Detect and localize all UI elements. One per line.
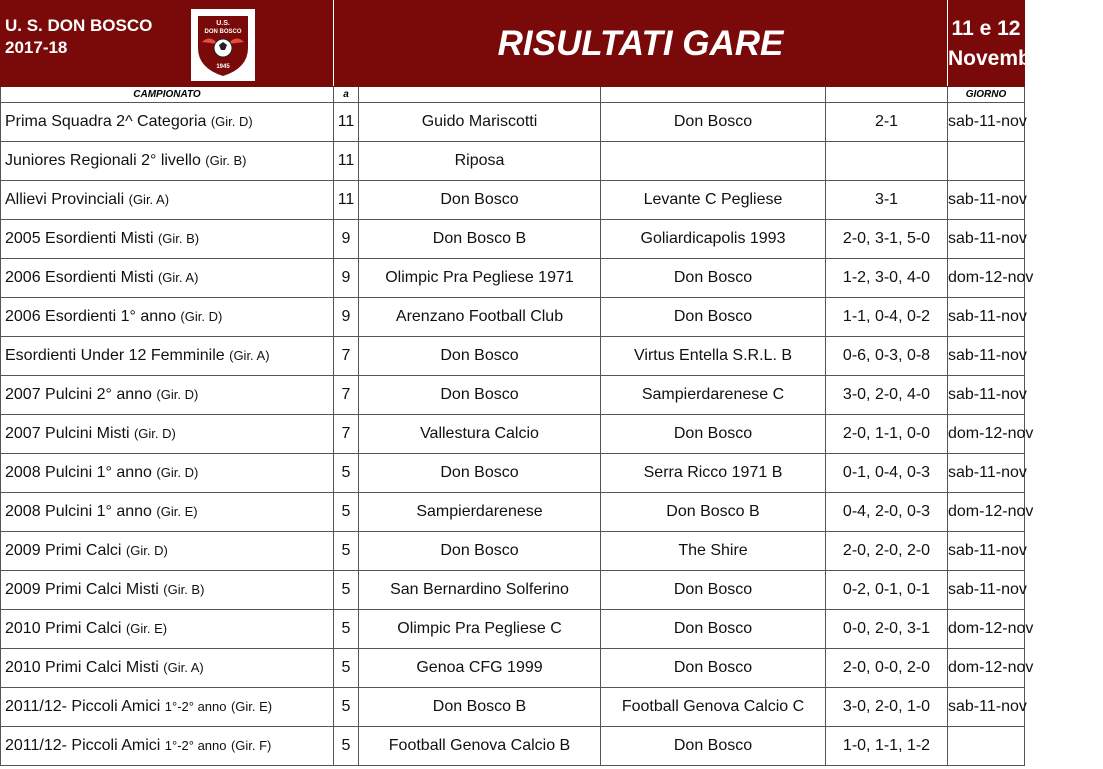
campionato-name: Prima Squadra 2^ Categoria xyxy=(5,113,207,130)
campionato-name: Esordienti Under 12 Femminile xyxy=(5,347,225,364)
giornata-cell: 7 xyxy=(334,337,359,376)
home-team-cell: Don Bosco xyxy=(359,454,601,493)
campionato-name: 2009 Primi Calci Misti xyxy=(5,581,159,598)
home-team-cell: Arenzano Football Club xyxy=(359,298,601,337)
giornata-cell: 5 xyxy=(334,532,359,571)
day-cell: sab-11-nov xyxy=(948,337,1025,376)
day-cell: sab-11-nov xyxy=(948,688,1025,727)
girone: (Gir. A) xyxy=(229,348,270,363)
home-team-cell: Don Bosco B xyxy=(359,688,601,727)
campionato-cell xyxy=(1,259,334,298)
campionato-name: 2006 Esordienti 1° anno xyxy=(5,308,176,325)
home-team-cell: Riposa xyxy=(359,142,601,181)
campionato-name: 2011/12- Piccoli Amici xyxy=(5,737,161,754)
header-row xyxy=(1,1,1025,87)
campionato-name: Juniores Regionali 2° livello xyxy=(5,152,201,169)
score-cell: 0-0, 2-0, 3-1 xyxy=(826,610,948,649)
results-body xyxy=(1,103,1034,766)
campionato-cell xyxy=(1,493,334,532)
girone: (Gir. F) xyxy=(230,738,272,753)
giornata-cell: 11 xyxy=(334,181,359,220)
col-casa xyxy=(359,87,601,103)
col-giorno: GIORNO xyxy=(948,87,1025,103)
giornata-cell: 5 xyxy=(334,688,359,727)
score-cell: 0-2, 0-1, 0-1 xyxy=(826,571,948,610)
away-team-cell: Don Bosco xyxy=(601,571,826,610)
away-team-cell: Don Bosco xyxy=(601,727,826,766)
day-cell: dom-12-nov xyxy=(948,259,1025,298)
away-team-cell: Don Bosco xyxy=(601,610,826,649)
campionato-cell xyxy=(1,181,334,220)
away-team-cell: Serra Ricco 1971 B xyxy=(601,454,826,493)
score-cell: 2-0, 1-1, 0-0 xyxy=(826,415,948,454)
day-cell: dom-12-nov xyxy=(948,493,1025,532)
score-cell: 1-0, 1-1, 1-2 xyxy=(826,727,948,766)
score-cell: 1-2, 3-0, 4-0 xyxy=(826,259,948,298)
campionato-name: 2009 Primi Calci xyxy=(5,542,122,559)
date-month: Novembre 2017 xyxy=(948,46,1103,70)
campionato-name: Allievi Provinciali xyxy=(5,191,125,208)
club-name: U. S. DON BOSCO xyxy=(5,16,153,35)
campionato-name: 2008 Pulcini 1° anno xyxy=(5,464,152,481)
girone: (Gir. B) xyxy=(157,231,200,246)
giornata-cell: 5 xyxy=(334,610,359,649)
away-team-cell: Don Bosco xyxy=(601,259,826,298)
table-row xyxy=(1,454,1025,493)
home-team-cell: Football Genova Calcio B xyxy=(359,727,601,766)
col-risultato xyxy=(826,87,948,103)
away-team-cell: Levante C Pegliese xyxy=(601,181,826,220)
home-team-cell: Olimpic Pra Pegliese 1971 xyxy=(359,259,601,298)
score-cell: 1-1, 0-4, 0-2 xyxy=(826,298,948,337)
club-logo xyxy=(191,9,255,81)
score-cell xyxy=(826,142,948,181)
day-cell: dom-12-nov xyxy=(948,649,1025,688)
home-team-cell: Don Bosco B xyxy=(359,220,601,259)
page-title: RISULTATI GARE xyxy=(334,1,948,87)
giornata-cell: 11 xyxy=(334,103,359,142)
table-row xyxy=(1,181,1025,220)
girone: (Gir. E) xyxy=(156,504,198,519)
home-team-cell: Genoa CFG 1999 xyxy=(359,649,601,688)
col-giornata: a xyxy=(334,87,359,103)
girone: (Gir. B) xyxy=(205,153,247,168)
away-team-cell: The Shire xyxy=(601,532,826,571)
logo-top-text: U.S. xyxy=(216,20,230,27)
home-team-cell: Sampierdarenese xyxy=(359,493,601,532)
away-team-cell: Don Bosco xyxy=(601,298,826,337)
campionato-cell xyxy=(1,142,334,181)
column-header-row xyxy=(1,87,1025,103)
campionato-cell xyxy=(1,532,334,571)
campionato-name: 2011/12- Piccoli Amici xyxy=(5,698,161,715)
giornata-cell: 9 xyxy=(334,259,359,298)
campionato-cell xyxy=(1,688,334,727)
day-cell: sab-11-nov xyxy=(948,454,1025,493)
logo-mid-text: DON BOSCO xyxy=(204,29,242,35)
table-row xyxy=(1,727,1025,766)
girone: (Gir. A) xyxy=(128,192,170,207)
date-days: 11 e 12 xyxy=(951,16,1021,40)
away-team-cell: Don Bosco xyxy=(601,415,826,454)
score-cell: 2-0, 2-0, 2-0 xyxy=(826,532,948,571)
table-row xyxy=(1,415,1025,454)
campionato-sub: 1°-2° anno xyxy=(164,738,227,753)
campionato-name: 2005 Esordienti Misti xyxy=(5,230,154,247)
home-team-cell: San Bernardino Solferino xyxy=(359,571,601,610)
table-row xyxy=(1,688,1025,727)
giornata-cell: 5 xyxy=(334,571,359,610)
campionato-name: 2010 Primi Calci Misti xyxy=(5,659,159,676)
campionato-name: 2007 Pulcini 2° anno xyxy=(5,386,152,403)
score-cell: 3-0, 2-0, 1-0 xyxy=(826,688,948,727)
girone: (Gir. E) xyxy=(230,699,273,714)
home-team-cell: Guido Mariscotti xyxy=(359,103,601,142)
giornata-cell: 5 xyxy=(334,493,359,532)
home-team-cell: Don Bosco xyxy=(359,532,601,571)
home-team-cell: Don Bosco xyxy=(359,337,601,376)
score-cell: 3-1 xyxy=(826,181,948,220)
table-row xyxy=(1,298,1025,337)
club-shield-icon xyxy=(194,12,252,78)
campionato-name: 2006 Esordienti Misti xyxy=(5,269,154,286)
day-cell xyxy=(948,142,1025,181)
table-row xyxy=(1,571,1025,610)
girone: (Gir. D) xyxy=(156,387,199,402)
day-cell: sab-11-nov xyxy=(948,571,1025,610)
day-cell: sab-11-nov xyxy=(948,181,1025,220)
girone: (Gir. A) xyxy=(163,660,204,675)
campionato-name: 2010 Primi Calci xyxy=(5,620,122,637)
giornata-cell: 5 xyxy=(334,454,359,493)
table-row xyxy=(1,337,1025,376)
day-cell: sab-11-nov xyxy=(948,532,1025,571)
club-info xyxy=(1,1,334,87)
away-team-cell: Football Genova Calcio C xyxy=(601,688,826,727)
giornata-cell: 5 xyxy=(334,649,359,688)
table-row xyxy=(1,649,1025,688)
campionato-cell xyxy=(1,571,334,610)
day-cell: sab-11-nov xyxy=(948,220,1025,259)
campionato-cell xyxy=(1,454,334,493)
away-team-cell: Don Bosco B xyxy=(601,493,826,532)
table-row xyxy=(1,610,1025,649)
girone: (Gir. D) xyxy=(125,543,168,558)
table-row xyxy=(1,103,1025,142)
campionato-cell xyxy=(1,337,334,376)
table-row xyxy=(1,259,1025,298)
home-team-cell: Vallestura Calcio xyxy=(359,415,601,454)
day-cell: sab-11-nov xyxy=(948,298,1025,337)
home-team-cell: Olimpic Pra Pegliese C xyxy=(359,610,601,649)
away-team-cell: Don Bosco xyxy=(601,103,826,142)
away-team-cell: Goliardicapolis 1993 xyxy=(601,220,826,259)
campionato-cell xyxy=(1,376,334,415)
logo-year: 1945 xyxy=(216,64,230,70)
away-team-cell: Sampierdarenese C xyxy=(601,376,826,415)
score-cell: 3-0, 2-0, 4-0 xyxy=(826,376,948,415)
day-cell xyxy=(948,727,1025,766)
table-row xyxy=(1,532,1025,571)
day-cell: sab-11-nov xyxy=(948,376,1025,415)
score-cell: 2-1 xyxy=(826,103,948,142)
campionato-sub: 1°-2° anno xyxy=(164,699,227,714)
girone: (Gir. D) xyxy=(210,114,253,129)
col-ospite xyxy=(601,87,826,103)
campionato-cell xyxy=(1,415,334,454)
campionato-cell xyxy=(1,649,334,688)
score-cell: 0-4, 2-0, 0-3 xyxy=(826,493,948,532)
score-cell: 2-0, 0-0, 2-0 xyxy=(826,649,948,688)
score-cell: 2-0, 3-1, 5-0 xyxy=(826,220,948,259)
away-team-cell: Virtus Entella S.R.L. B xyxy=(601,337,826,376)
giornata-cell: 9 xyxy=(334,298,359,337)
campionato-name: 2007 Pulcini Misti xyxy=(5,425,130,442)
girone: (Gir. D) xyxy=(156,465,199,480)
home-team-cell: Don Bosco xyxy=(359,181,601,220)
girone: (Gir. B) xyxy=(163,582,205,597)
day-cell: sab-11-nov xyxy=(948,103,1025,142)
table-row xyxy=(1,376,1025,415)
col-campionato: CAMPIONATO xyxy=(1,87,334,103)
giornata-cell: 7 xyxy=(334,376,359,415)
girone: (Gir. E) xyxy=(125,621,168,636)
girone: (Gir. A) xyxy=(157,270,199,285)
campionato-cell xyxy=(1,220,334,259)
home-team-cell: Don Bosco xyxy=(359,376,601,415)
girone: (Gir. D) xyxy=(180,309,223,324)
day-cell: dom-12-nov xyxy=(948,610,1025,649)
score-cell: 0-6, 0-3, 0-8 xyxy=(826,337,948,376)
campionato-cell xyxy=(1,298,334,337)
away-team-cell xyxy=(601,142,826,181)
campionato-cell xyxy=(1,103,334,142)
girone: (Gir. D) xyxy=(133,426,176,441)
match-dates xyxy=(948,1,1103,87)
table-row xyxy=(1,493,1025,532)
campionato-cell xyxy=(1,610,334,649)
table-row xyxy=(1,220,1025,259)
away-team-cell: Don Bosco xyxy=(601,649,826,688)
campionato-cell xyxy=(1,727,334,766)
day-cell: dom-12-nov xyxy=(948,415,1025,454)
giornata-cell: 5 xyxy=(334,727,359,766)
table-row xyxy=(1,142,1025,181)
season: 2017-18 xyxy=(5,38,68,57)
score-cell: 0-1, 0-4, 0-3 xyxy=(826,454,948,493)
giornata-cell: 9 xyxy=(334,220,359,259)
giornata-cell: 11 xyxy=(334,142,359,181)
giornata-cell: 7 xyxy=(334,415,359,454)
campionato-name: 2008 Pulcini 1° anno xyxy=(5,503,152,520)
